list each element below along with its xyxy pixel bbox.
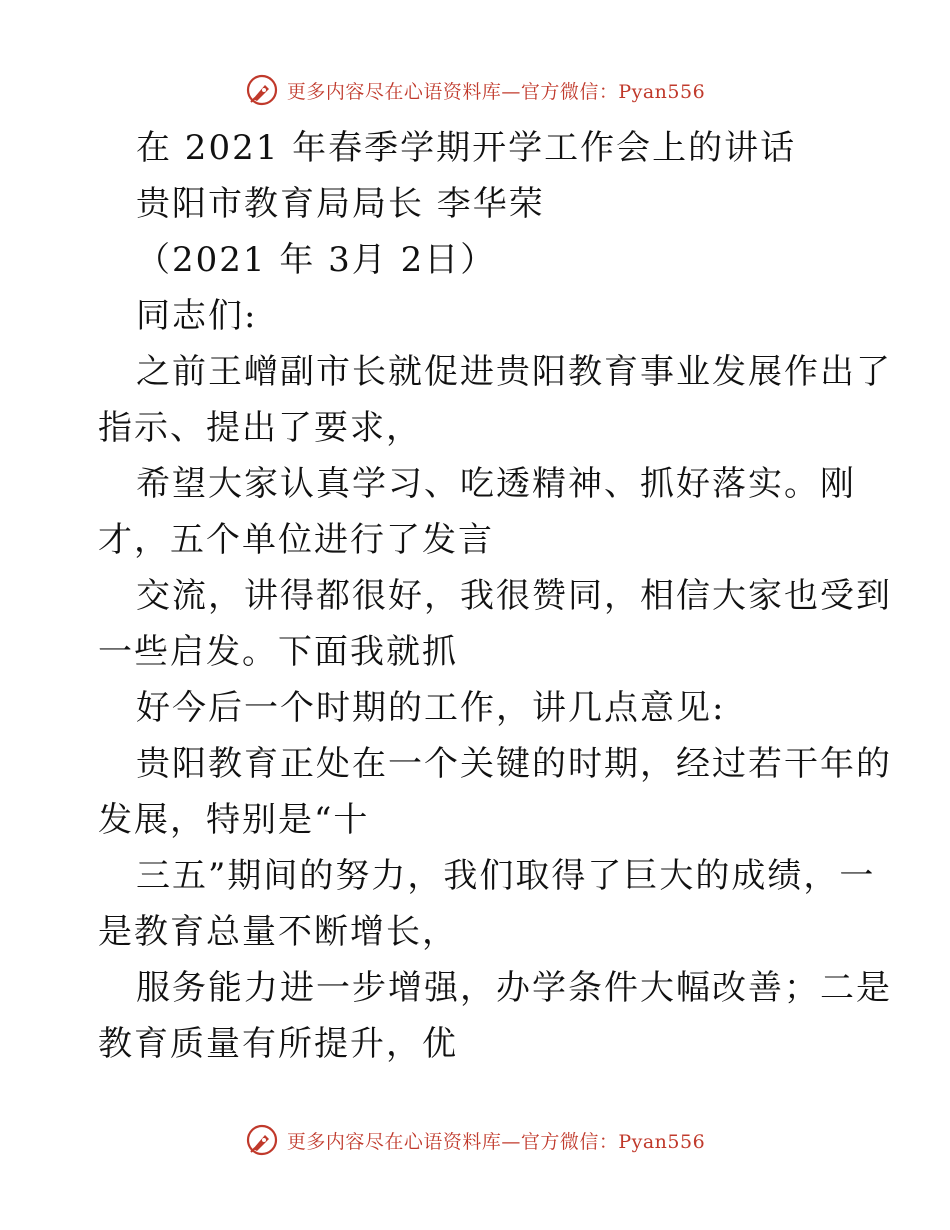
text-line: 一些启发。下面我就抓 — [98, 632, 458, 672]
speech-body — [98, 120, 892, 1072]
speaker-line: 贵阳市教育局局长 李华荣 — [136, 184, 545, 224]
pen-nib-circle-icon — [245, 1123, 279, 1157]
bottom-watermark-banner — [0, 1120, 950, 1160]
text-line: 才，五个单位进行了发言 — [98, 520, 494, 560]
text-line: 发展，特别是“十 — [98, 800, 370, 840]
speech-date: （2021 年 3月 2日） — [136, 240, 497, 280]
text-line: 服务能力进一步增强，办学条件大幅改善；二是 — [136, 968, 892, 1008]
text-line: 是教育总量不断增长， — [98, 912, 458, 952]
text-line: 好今后一个时期的工作，讲几点意见: — [136, 688, 726, 728]
speech-title: 在 2021 年春季学期开学工作会上的讲话 — [136, 128, 797, 168]
text-line: 三五”期间的努力，我们取得了巨大的成绩，一 — [136, 856, 876, 896]
pen-nib-circle-icon — [245, 73, 279, 107]
watermark-text: 更多内容尽在心语资料库—官方微信：Pyan556 — [286, 1130, 706, 1153]
text-line: 之前王嶒副市长就促进贵阳教育事业发展作出了 — [136, 352, 892, 392]
text-line: 教育质量有所提升，优 — [98, 1024, 458, 1064]
text-line: 希望大家认真学习、吃透精神、抓好落实。刚 — [136, 464, 856, 504]
watermark-text: 更多内容尽在心语资料库—官方微信：Pyan556 — [286, 80, 706, 103]
text-line: 指示、提出了要求， — [98, 408, 422, 448]
salutation: 同志们: — [136, 296, 258, 336]
text-line: 交流，讲得都很好，我很赞同，相信大家也受到 — [136, 576, 892, 616]
top-watermark-banner — [0, 70, 950, 110]
text-line: 贵阳教育正处在一个关键的时期，经过若干年的 — [136, 744, 892, 784]
